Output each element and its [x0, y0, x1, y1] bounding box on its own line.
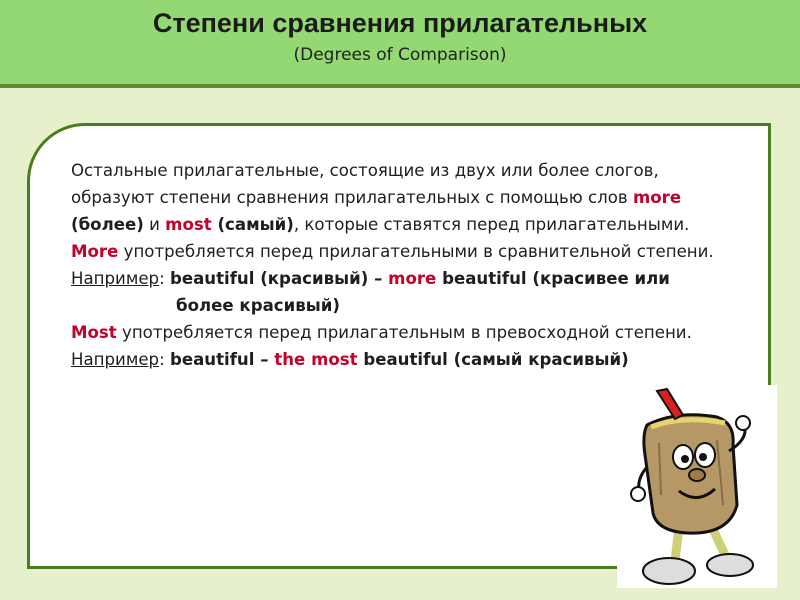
example-translation-3: (самый красивый)	[447, 350, 629, 369]
paper-scroll-mascot-icon	[617, 385, 777, 588]
more-rule-text: употребляется перед прилагательными в сравнительной степени.	[118, 242, 714, 261]
conjunction: и	[143, 215, 166, 234]
example-label-2: Например	[71, 350, 160, 369]
translation-more: (более)	[71, 215, 144, 234]
keyword-most-rule: Most	[71, 323, 117, 342]
example-translation: (красивый) –	[254, 269, 389, 288]
example-colon: :	[159, 269, 170, 288]
example-colon-2: :	[159, 350, 170, 369]
keyword-more: more	[632, 188, 682, 207]
example-translation-2: (красивее или	[526, 269, 670, 288]
example-word-4: beautiful	[357, 350, 448, 369]
keyword-most: most	[165, 215, 212, 234]
header-bar	[0, 0, 800, 88]
most-rule-text: употребляется перед прилагательным в превосходной степени.	[116, 323, 692, 342]
paragraph-more	[71, 238, 731, 265]
intro-text-end: , которые ставятся перед прилагательными.	[293, 215, 690, 234]
paragraph-most	[71, 319, 731, 346]
example-word-3: beautiful	[169, 350, 255, 369]
paragraph-intro	[71, 157, 731, 238]
example-more: more	[388, 269, 437, 288]
mascot-illustration	[617, 385, 777, 588]
slide-title: Степени сравнения прилагательных	[152, 8, 648, 38]
example-comparative-continued: более красивый)	[176, 296, 340, 315]
example-label: Например	[71, 269, 160, 288]
example-word-2: beautiful	[436, 269, 527, 288]
keyword-more-rule: More	[71, 242, 119, 261]
content-text	[71, 157, 731, 373]
example-dash: –	[254, 350, 275, 369]
example-superlative	[71, 346, 731, 373]
translation-most: (самый)	[211, 215, 294, 234]
example-comparative	[71, 265, 731, 292]
example-word: beautiful	[169, 269, 255, 288]
example-the-most: the most	[274, 350, 358, 369]
slide-subtitle: (Degrees of Comparison)	[293, 45, 507, 65]
intro-text: Остальные прилагательные, состоящие из двух или более слогов, образуют степени сравнения прилагательных с помощью слов	[71, 161, 659, 207]
